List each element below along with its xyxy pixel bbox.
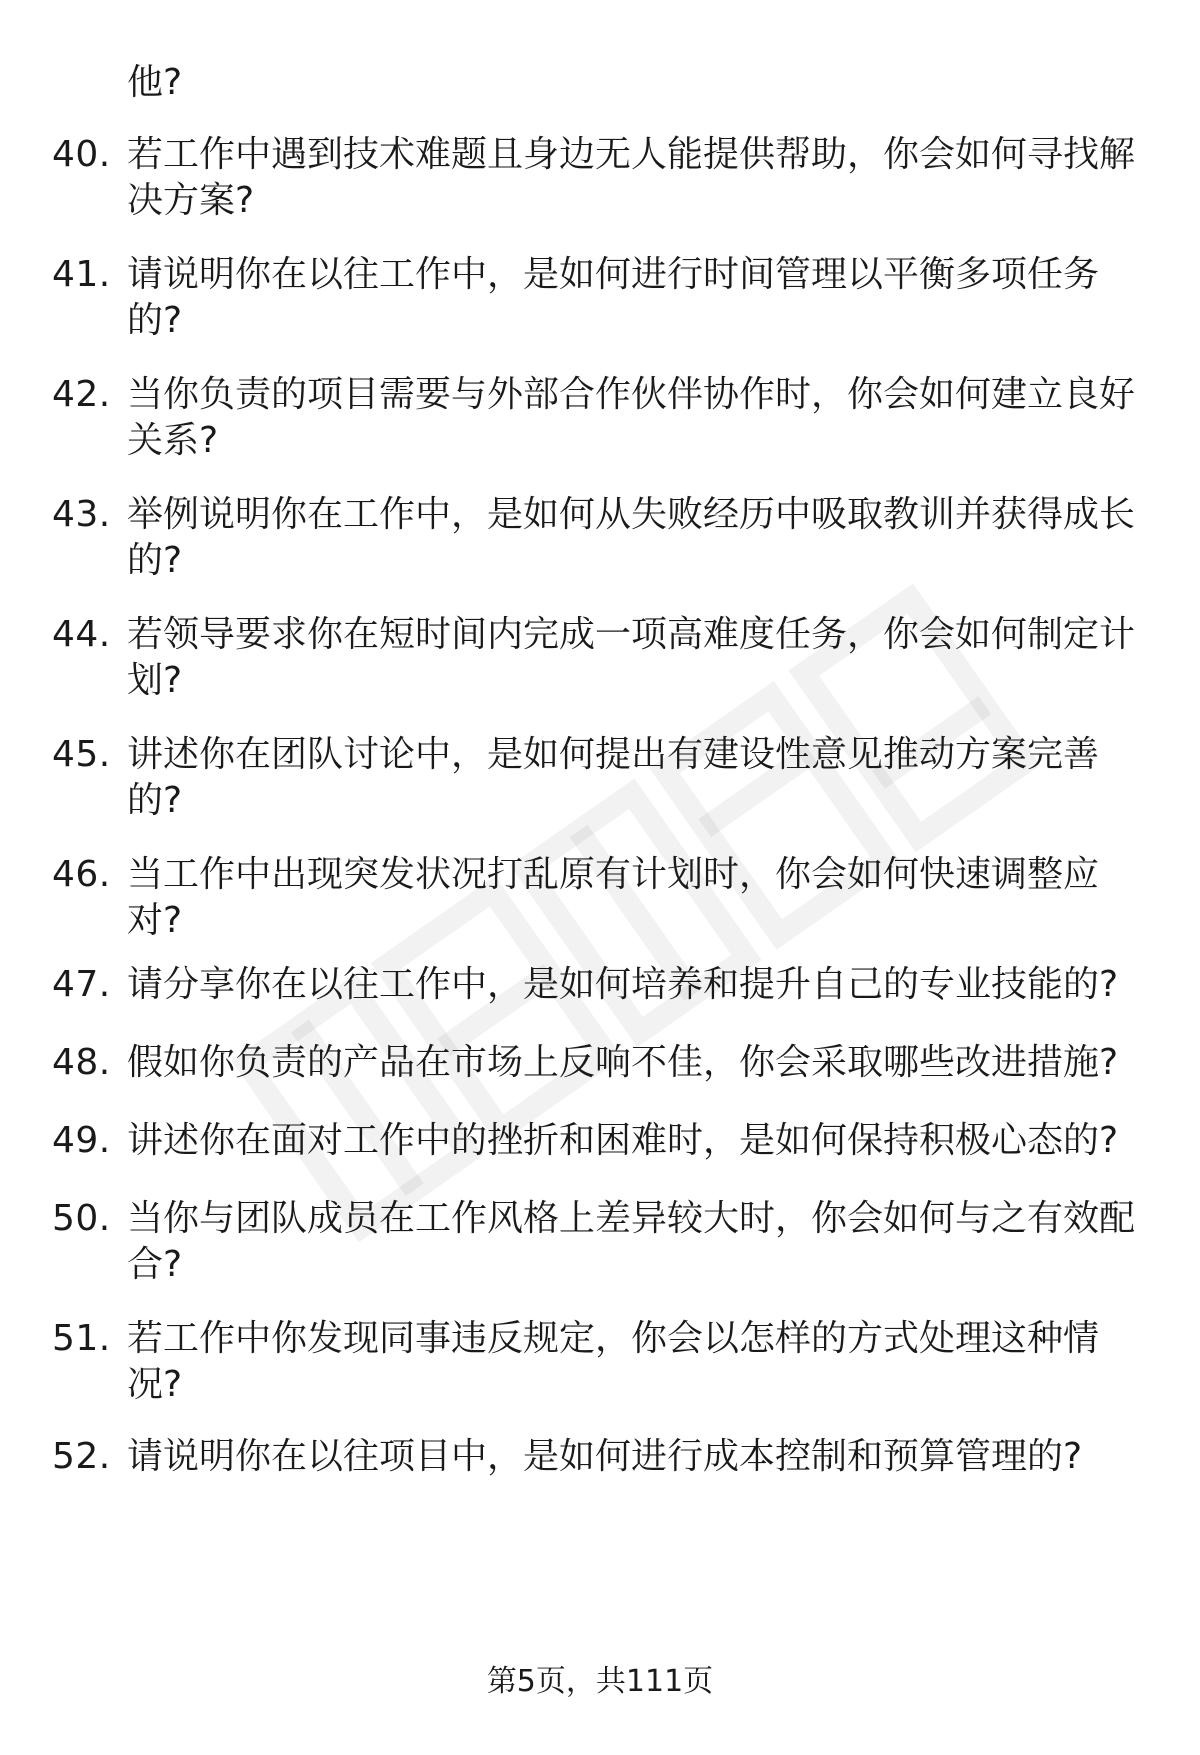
question-text: 当工作中出现突发状况打乱原有计划时，你会如何快速调整应对? [127, 854, 1100, 941]
question-number: 49. [52, 1120, 111, 1161]
page-footer: 第5页，共111页 [486, 1664, 714, 1699]
question-text: 若工作中你发现同事违反规定，你会以怎样的方式处理这种情况? [127, 1318, 1100, 1405]
question-text: 请说明你在以往项目中，是如何进行成本控制和预算管理的? [127, 1436, 1083, 1477]
question-text: 当你与团队成员在工作风格上差异较大时，你会如何与之有效配合? [127, 1198, 1136, 1285]
question-text: 讲述你在面对工作中的挫折和困难时，是如何保持积极心态的? [127, 1120, 1119, 1161]
question-number: 45. [52, 734, 111, 775]
question-number: 50. [52, 1198, 111, 1239]
question-number: 48. [52, 1042, 111, 1083]
question-text: 假如你负责的产品在市场上反响不佳，你会采取哪些改进措施? [127, 1042, 1119, 1083]
question-text: 若工作中遇到技术难题且身边无人能提供帮助，你会如何寻找解决方案? [127, 134, 1136, 221]
question-text: 若领导要求你在短时间内完成一项高难度任务，你会如何制定计划? [127, 614, 1136, 701]
question-number: 47. [52, 964, 111, 1005]
question-text: 请说明你在以往工作中，是如何进行时间管理以平衡多项任务的? [127, 254, 1100, 341]
question-number: 42. [52, 374, 111, 415]
question-number: 43. [52, 494, 111, 535]
question-number: 52. [52, 1436, 111, 1477]
question-text: 请分享你在以往工作中，是如何培养和提升自己的专业技能的? [127, 964, 1119, 1005]
question-text: 当你负责的项目需要与外部合作伙伴协作时，你会如何建立良好关系? [127, 374, 1136, 461]
question-text: 讲述你在团队讨论中，是如何提出有建设性意见推动方案完善的? [127, 734, 1100, 821]
question-number: 46. [52, 854, 111, 895]
question-number: 51. [52, 1318, 111, 1359]
question-text: 举例说明你在工作中，是如何从失败经历中吸取教训并获得成长的? [127, 494, 1136, 581]
continued-question-text: 他? [127, 62, 183, 103]
question-number: 40. [52, 134, 111, 175]
question-number: 41. [52, 254, 111, 295]
question-number: 44. [52, 614, 111, 655]
